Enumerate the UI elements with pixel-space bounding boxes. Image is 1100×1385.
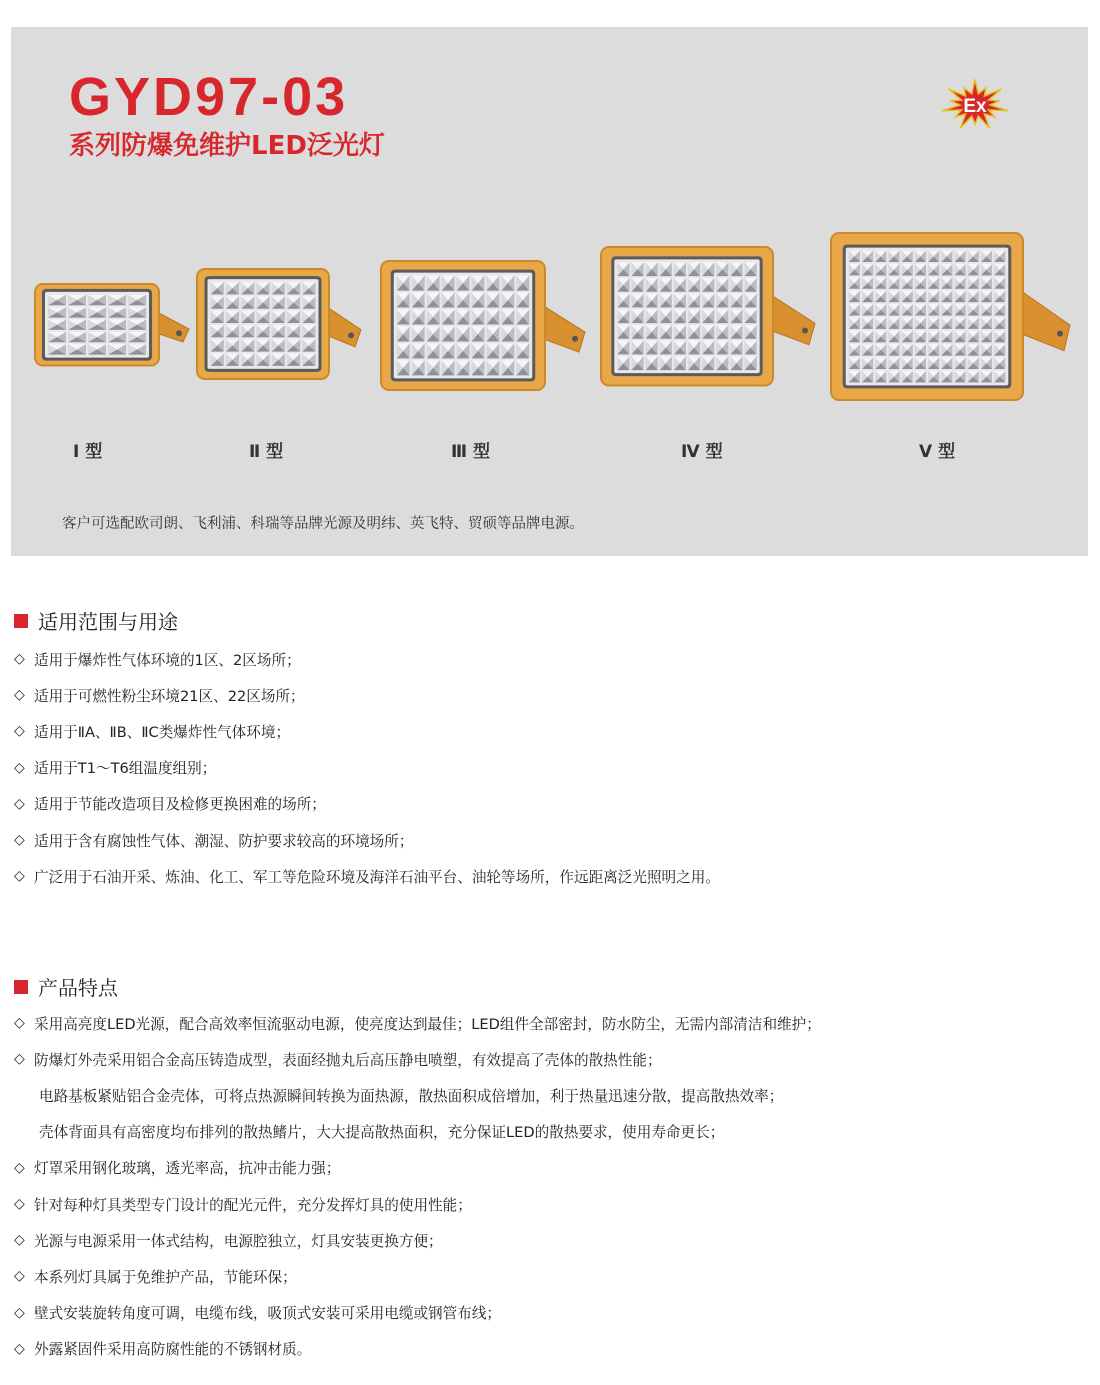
list-item — [14, 786, 720, 822]
model-title: GYD97-03 — [69, 67, 349, 127]
diamond-bullet-icon: ◇ — [14, 1051, 25, 1068]
list-item — [14, 1150, 821, 1186]
lamp-type-1 — [33, 282, 193, 372]
features-list — [14, 1005, 821, 1367]
list-item — [14, 1041, 821, 1077]
brand-options-note: 客户可选配欧司朗、飞利浦、科瑞等品牌光源及明纬、英飞特、贸硕等品牌电源。 — [62, 516, 584, 532]
list-item — [14, 822, 720, 858]
list-item-text: 适用于T1～T6组温度组别； — [34, 760, 217, 778]
list-item — [14, 1331, 821, 1367]
lamp-type-5 — [829, 231, 1074, 411]
section-heading-application — [14, 606, 178, 635]
list-item-text: 壁式安装旋转角度可调，电缆布线，吸顶式安装可采用电缆或钢管布线； — [34, 1305, 502, 1323]
list-item-text: 壳体背面具有高密度均布排列的散热鳍片，大大提高散热面积，充分保证LED的散热要求，使用寿命更长； — [39, 1124, 725, 1142]
diamond-bullet-icon: ◇ — [14, 1015, 25, 1032]
diamond-bullet-icon: ◇ — [14, 687, 25, 704]
lamp-type-5-illustration — [829, 231, 1074, 411]
lamp-type-2 — [195, 267, 365, 387]
list-item — [14, 1077, 821, 1113]
list-item-text: 防爆灯外壳采用铝合金高压铸造成型，表面经抛丸后高压静电喷塑，有效提高了壳体的散热性能； — [34, 1051, 662, 1069]
section-marker-icon — [14, 980, 28, 994]
list-item-text: 适用于节能改造项目及检修更换困难的场所； — [34, 796, 326, 814]
diamond-bullet-icon: ◇ — [14, 1340, 25, 1357]
list-item — [14, 1222, 821, 1258]
lamp-type-1-label: Ⅰ 型 — [73, 442, 103, 462]
list-item — [14, 1186, 821, 1222]
section-heading-features — [14, 972, 118, 1001]
list-item — [14, 750, 720, 786]
list-item — [14, 1114, 821, 1150]
list-item — [14, 677, 720, 713]
application-list — [14, 641, 720, 894]
diamond-bullet-icon: ◇ — [14, 1232, 25, 1249]
list-item — [14, 1258, 821, 1294]
lamp-type-2-label: Ⅱ 型 — [249, 442, 284, 462]
list-item — [14, 1295, 821, 1331]
list-item-text: 适用于含有腐蚀性气体、潮湿、防护要求较高的环境场所； — [34, 832, 414, 850]
diamond-bullet-icon: ◇ — [14, 832, 25, 849]
diamond-bullet-icon: ◇ — [14, 1304, 25, 1321]
list-item-text: 光源与电源采用一体式结构，电源腔独立，灯具安装更换方便； — [34, 1232, 443, 1250]
lamp-type-3-illustration — [379, 259, 589, 399]
diamond-bullet-icon: ◇ — [14, 1196, 25, 1213]
list-item-text: 电路基板紧贴铝合金壳体，可将点热源瞬间转换为面热源，散热面积成倍增加，利于热量迅速分散，提高散热效率； — [39, 1087, 784, 1105]
section-marker-icon — [14, 614, 28, 628]
lamp-type-2-illustration — [195, 267, 365, 387]
list-item-text: 灯罩采用钢化玻璃，透光率高，抗冲击能力强； — [34, 1160, 341, 1178]
lamp-type-3 — [379, 259, 589, 399]
list-item-text: 适用于ⅡA、ⅡB、ⅡC类爆炸性气体环境； — [34, 723, 291, 741]
lamp-type-4-illustration — [599, 245, 819, 395]
lamp-type-1-illustration — [33, 282, 193, 372]
diamond-bullet-icon: ◇ — [14, 723, 25, 740]
ex-explosion-proof-icon — [939, 77, 1019, 133]
lamp-type-4-label: Ⅳ 型 — [681, 442, 723, 462]
list-item-text: 适用于爆炸性气体环境的1区、2区场所； — [34, 651, 301, 669]
hero-panel — [11, 27, 1088, 556]
list-item-text: 采用高亮度LED光源，配合高效率恒流驱动电源，使亮度达到最佳；LED组件全部密封，防水防尘，无需内部清洁和维护； — [34, 1015, 821, 1033]
list-item — [14, 858, 720, 894]
series-subtitle: 系列防爆免维护LED泛光灯 — [69, 131, 385, 161]
lamp-type-3-label: Ⅲ 型 — [451, 442, 490, 462]
lamp-type-4 — [599, 245, 819, 395]
section-title: 产品特点 — [38, 976, 118, 1000]
list-item-text: 针对每种灯具类型专门设计的配光元件，充分发挥灯具的使用性能； — [34, 1196, 472, 1214]
section-title: 适用范围与用途 — [38, 610, 178, 634]
list-item — [14, 1005, 821, 1041]
list-item — [14, 641, 720, 677]
list-item — [14, 713, 720, 749]
list-item-text: 本系列灯具属于免维护产品，节能环保； — [34, 1268, 297, 1286]
diamond-bullet-icon: ◇ — [14, 868, 25, 885]
diamond-bullet-icon: ◇ — [14, 759, 25, 776]
lamp-type-5-label: Ⅴ 型 — [919, 442, 956, 462]
ex-badge-text: Ex — [963, 96, 987, 117]
list-item-text: 外露紧固件采用高防腐性能的不锈钢材质。 — [34, 1341, 312, 1359]
list-item-text: 广泛用于石油开采、炼油、化工、军工等危险环境及海洋石油平台、油轮等场所，作远距离泛光照明之用。 — [34, 868, 720, 886]
list-item-text: 适用于可燃性粉尘环境21区、22区场所； — [34, 687, 305, 705]
diamond-bullet-icon: ◇ — [14, 1268, 25, 1285]
diamond-bullet-icon: ◇ — [14, 795, 25, 812]
diamond-bullet-icon: ◇ — [14, 1159, 25, 1176]
diamond-bullet-icon: ◇ — [14, 651, 25, 668]
